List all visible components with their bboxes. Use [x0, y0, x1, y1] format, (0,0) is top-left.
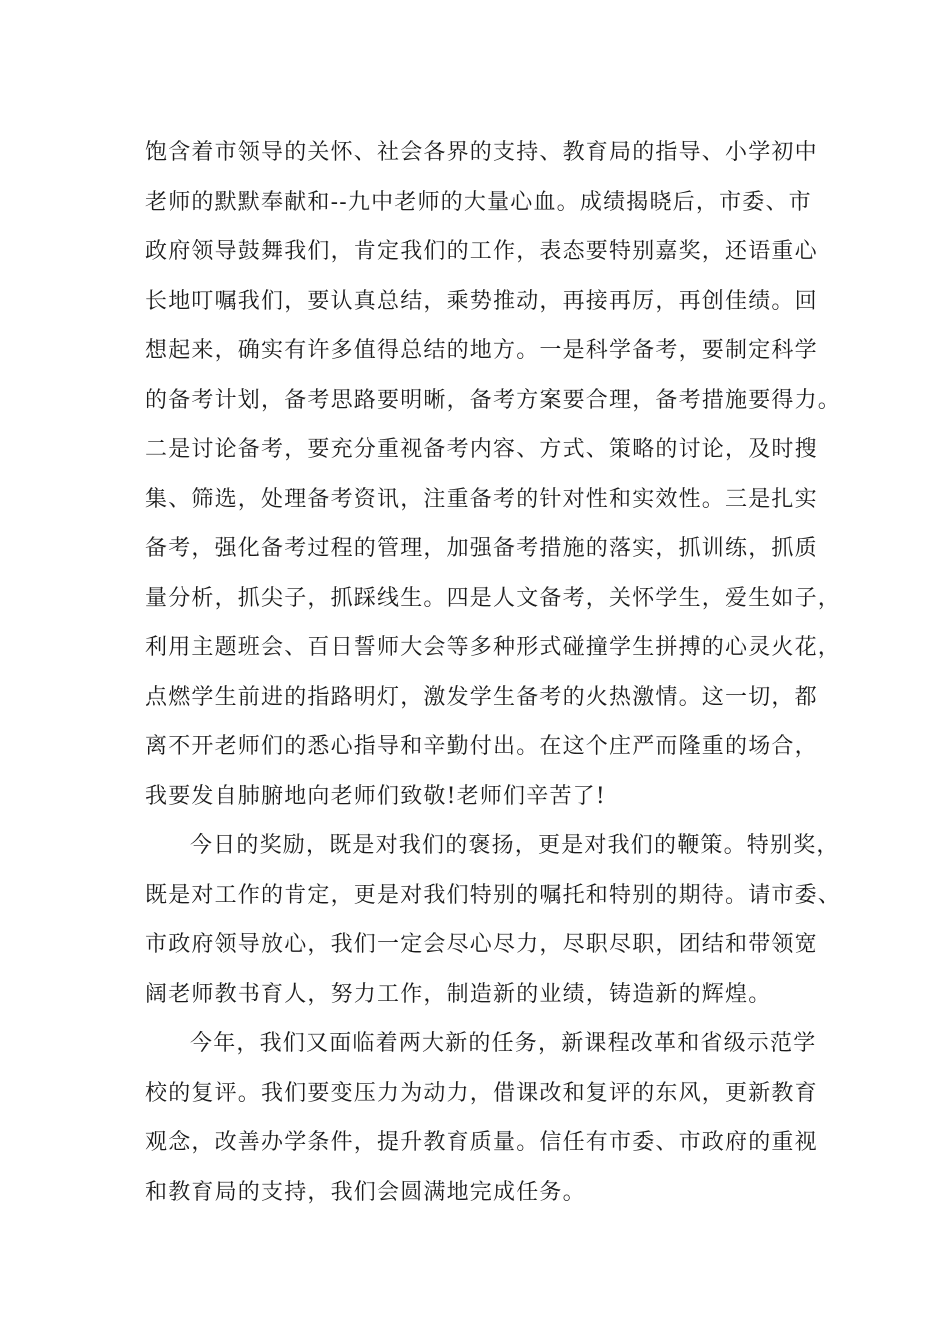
text-line: 观念，改善办学条件，提升教育质量。信任有市委、市政府的重视: [145, 1130, 818, 1155]
text-line: 离不开老师们的悉心指导和辛勤付出。在这个庄严而隆重的场合，: [145, 734, 818, 759]
text-line: 利用主题班会、百日誓师大会等多种形式碰撞学生拼搏的心灵火花，: [145, 635, 842, 660]
text-line: 和教育局的支持，我们会圆满地完成任务。: [145, 1179, 586, 1205]
text-line: 校的复评。我们要变压力为动力，借课改和复评的东风，更新教育: [145, 1080, 818, 1106]
document-body: [145, 136, 842, 1225]
text-line: 想起来，确实有许多值得总结的地方。一是科学备考，要制定科学: [145, 338, 818, 363]
text-line: 阔老师教书育人，努力工作，制造新的业绩，铸造新的辉煌。: [145, 981, 772, 1007]
text-line: 政府领导鼓舞我们，肯定我们的工作，表态要特别嘉奖，还语重心: [145, 239, 818, 264]
text-line: 长地叮嘱我们，要认真总结，乘势推动，再接再厉，再创佳绩。回: [145, 288, 818, 314]
text-line: 饱含着市领导的关怀、社会各界的支持、教育局的指导、小学初中: [145, 140, 818, 165]
text-line: 市政府领导放心，我们一定会尽心尽力，尽职尽职，团结和带领宽: [145, 932, 818, 957]
text-line: 点燃学生前进的指路明灯，激发学生备考的火热激情。这一切，都: [145, 684, 818, 710]
text-line: 集、筛选，处理备考资讯，注重备考的针对性和实效性。三是扎实: [145, 486, 818, 512]
text-line: 备考，强化备考过程的管理，加强备考措施的落实，抓训练，抓质: [145, 536, 818, 561]
paragraph-first-line: 今日的奖励，既是对我们的褒扬，更是对我们的鞭策。特别奖，: [190, 833, 840, 858]
text-line: 量分析，抓尖子，抓踩线生。四是人文备考，关怀学生，爱生如子，: [145, 585, 842, 611]
paragraph-first-line: 今年，我们又面临着两大新的任务，新课程改革和省级示范学: [190, 1031, 817, 1056]
text-line: 既是对工作的肯定，更是对我们特别的嘱托和特别的期待。请市委、: [145, 882, 842, 908]
text-line: 二是讨论备考，要充分重视备考内容、方式、策略的讨论，及时搜: [145, 437, 818, 462]
text-line: 我要发自肺腑地向老师们致敬!老师们辛苦了!: [145, 783, 606, 809]
text-line: 老师的默默奉献和--九中老师的大量心血。成绩揭晓后，市委、市: [145, 189, 812, 215]
text-line: 的备考计划，备考思路要明晰，备考方案要合理，备考措施要得力。: [145, 387, 842, 413]
